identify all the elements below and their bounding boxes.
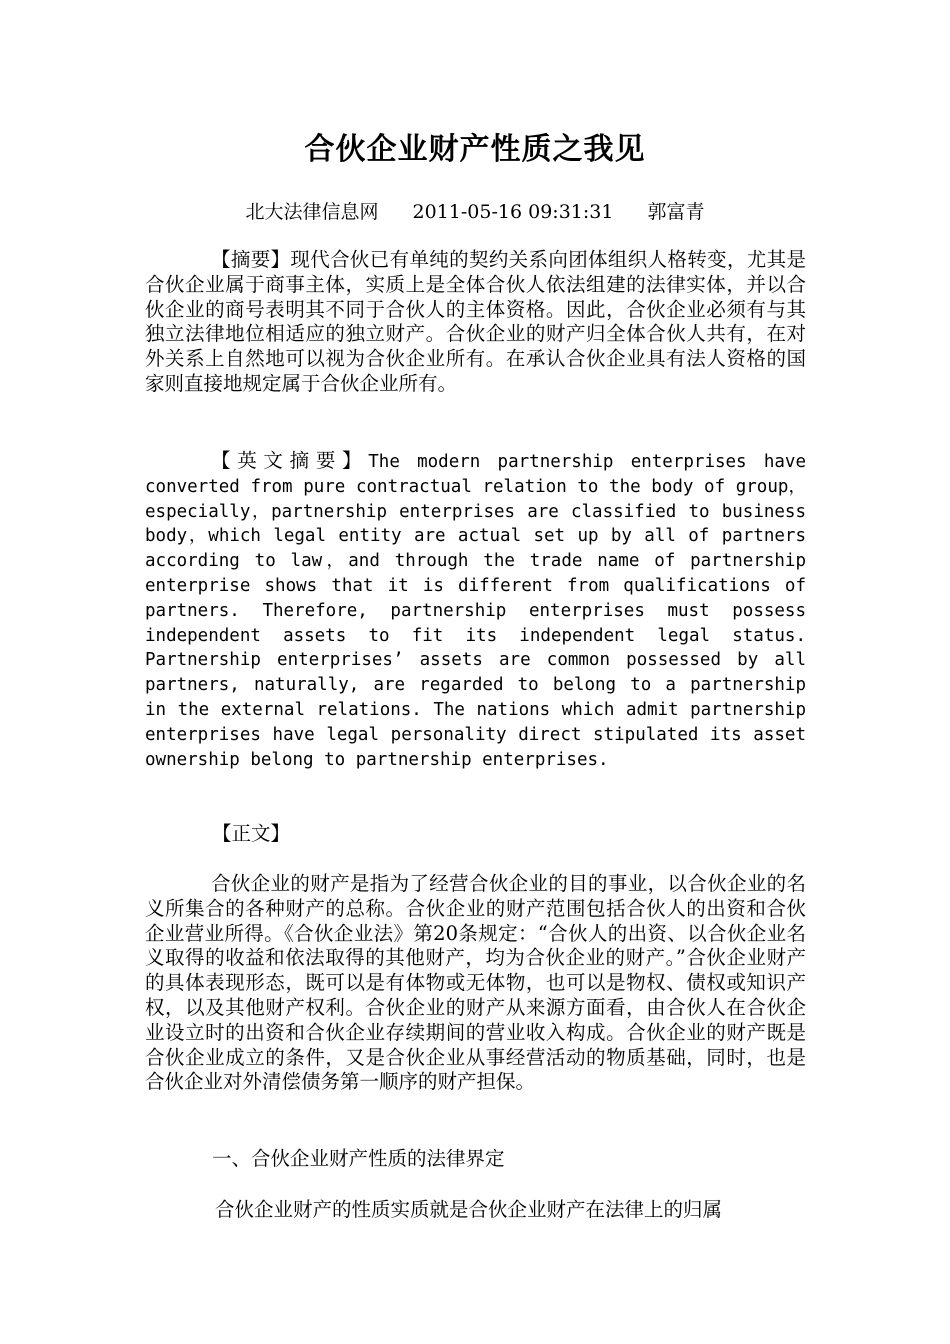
byline-source: 北大法律信息网 [245, 201, 379, 223]
page-title: 合伙企业财产性质之我见 [304, 132, 646, 167]
byline-datetime: 2011-05-16 09:31:31 [412, 201, 614, 223]
english-abstract-label: 【英文摘要】 [211, 449, 369, 472]
section-heading: 一、合伙企业财产性质的法律界定 [212, 1147, 505, 1170]
abstract-text: 现代合伙已有单纯的契约关系向团体组织人格转变，尤其是合伙企业属于商事主体，实质上是全体合伙人依法组建的法律实体，并以合伙企业的商号表明其不同于合伙人的主体资格。因此，合伙企业必须有与其独立法律地位相适应的独立财产。合伙企业的财产归全体合伙人共有，在对外关系上自然地可以视为合伙企业所有。在承认合伙企业具有法人资格的国家则直接地规定属于合伙企业所有。 [145, 248, 806, 395]
body-label: 【正文】 [212, 822, 291, 845]
section-paragraph-line: 合伙企业财产的性质实质就是合伙企业财产在法律上的归属 [215, 1198, 723, 1221]
byline [0, 198, 950, 226]
english-abstract-paragraph [145, 449, 806, 772]
abstract-paragraph [145, 248, 806, 397]
byline-author: 郭富青 [647, 201, 705, 223]
english-abstract-text: The modern partnership enterprises have converted from pure contractual relation to the body of group，especially，partnership enterprises are classified to business body，which legal entity are actual set up by all of partners according to law，and through the trade name of partnership enterprise shows that it is different from qualifications of partners. Therefore, partnership enterprises must possess independent assets to fit its independent legal status. Partnership enterprises’ assets are common possessed by all partners, naturally, are regarded to belong to a partnership in the external relations. The nations which admit partnership enterprises have legal personality direct stipulated its asset ownership belong to partnership enterprises. [145, 452, 806, 770]
abstract-label: 【摘要】 [211, 248, 291, 271]
body-paragraph: 合伙企业的财产是指为了经营合伙企业的目的事业，以合伙企业的名义所集合的各种财产的总称。合伙企业的财产范围包括合伙人的出资和合伙企业营业所得。《合伙企业法》第20条规定：“合伙人的出资、以合伙企业名义取得的收益和依法取得的其他财产，均为合伙企业的财产。”合伙企业财产的具体表现形态，既可以是有体物或无体物，也可以是物权、债权或知识产权，以及其他财产权利。合伙企业的财产从来源方面看，由合伙人在合伙企业设立时的出资和合伙企业存续期间的营业收入构成。合伙企业的财产既是合伙企业成立的条件，又是合伙企业从事经营活动的物质基础，同时，也是合伙企业对外清偿债务第一顺序的财产担保。 [145, 872, 806, 1094]
